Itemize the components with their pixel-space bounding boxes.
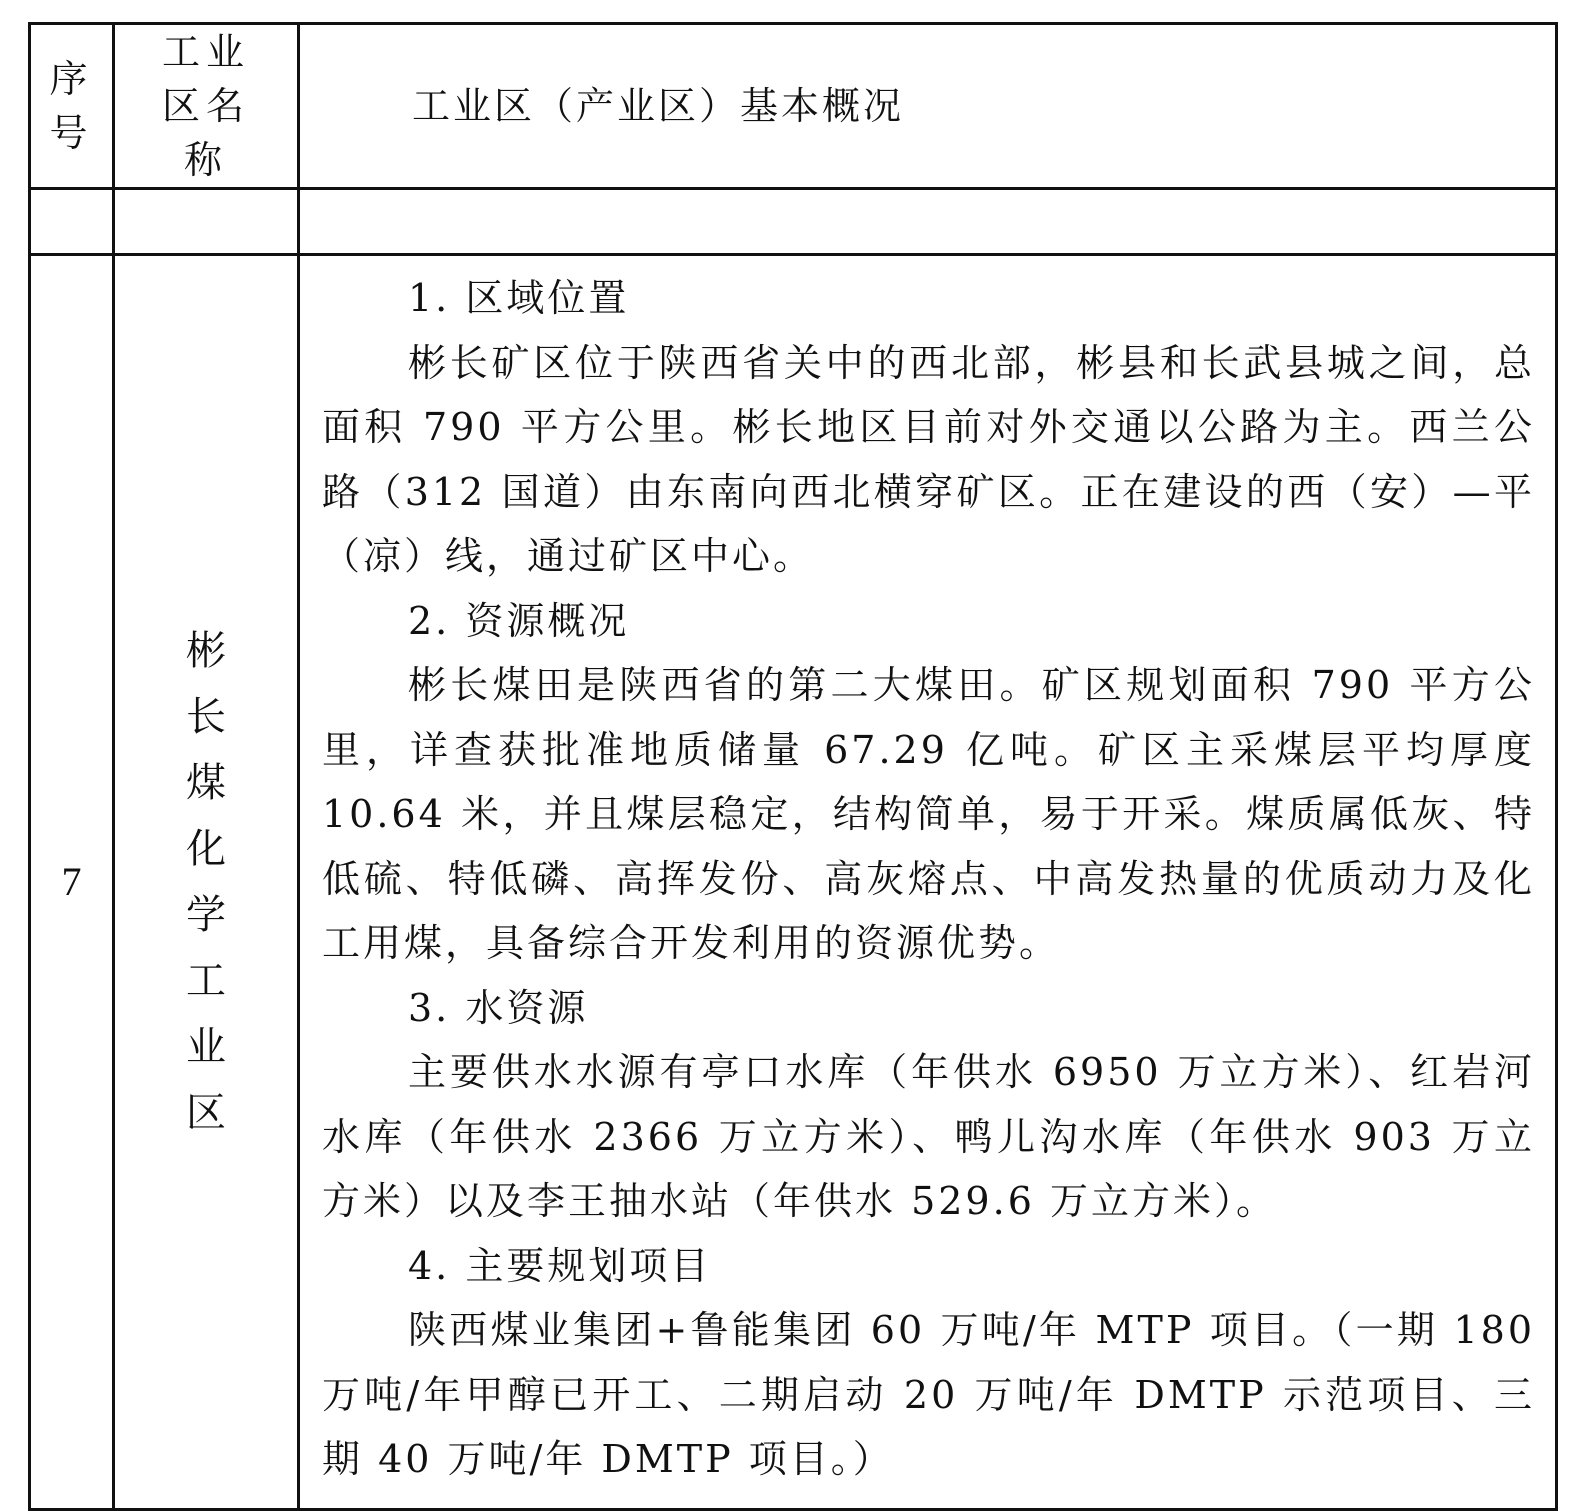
section-heading: 3. 水资源 [408, 985, 589, 1030]
section-text: 彬长矿区位于陕西省关中的西北部，彬县和长武县城之间，总面积 790 平方公里。彬长地区目前对外交通以公路为主。西兰公路（312 国道）由东南向西北横穿矿区。正在建设的西（安）—平（凉）线，通过矿区中心。 [322, 340, 1535, 578]
name-header-label: 工业区名称 [161, 30, 250, 182]
overview-header [299, 24, 1557, 189]
row-overview [299, 255, 1557, 1510]
empty-cell [299, 189, 1557, 255]
row-name-value: 彬长煤化学工业区 [186, 627, 226, 1136]
row-seq-value: 7 [61, 859, 82, 905]
empty-cell [30, 189, 114, 255]
section-heading: 2. 资源概况 [408, 598, 630, 643]
empty-row [30, 189, 1557, 255]
name-header [114, 24, 299, 189]
section-heading: 4. 主要规划项目 [408, 1243, 712, 1288]
seq-header [30, 24, 114, 189]
section-text: 彬长煤田是陕西省的第二大煤田。矿区规划面积 790 平方公里，详查获批准地质储量 67.29 亿吨。矿区主采煤层平均厚度 10.64 米，并且煤层稳定，结构简单，易于开采。煤质属低灰、特低硫、特低磷、高挥发份、高灰熔点、中高发热量的优质动力及化工用煤，具备综合开发利用的资源优势。 [322, 663, 1535, 965]
seq-header-label: 序号 [49, 57, 94, 155]
section-text: 陕西煤业集团+鲁能集团 60 万吨/年 MTP 项目。（一期 180 万吨/年甲醇已开工、二期启动 20 万吨/年 DMTP 示范项目、三期 40 万吨/年 DMTP 项目。） [322, 1308, 1535, 1481]
table-row [30, 255, 1557, 1510]
empty-cell [114, 189, 299, 255]
section-text: 主要供水水源有亭口水库（年供水 6950 万立方米）、红岩河水库（年供水 2366 万立方米）、鸭儿沟水库（年供水 903 万立方米）以及李王抽水站（年供水 529.6 万立方米）。 [322, 1050, 1535, 1223]
row-seq [30, 255, 114, 1510]
row-name [114, 255, 299, 1510]
industrial-zone-table [28, 22, 1558, 1511]
overview-header-label: 工业区（产业区）基本概况 [412, 84, 905, 128]
table-header-row [30, 24, 1557, 189]
section-heading: 1. 区域位置 [408, 276, 630, 320]
